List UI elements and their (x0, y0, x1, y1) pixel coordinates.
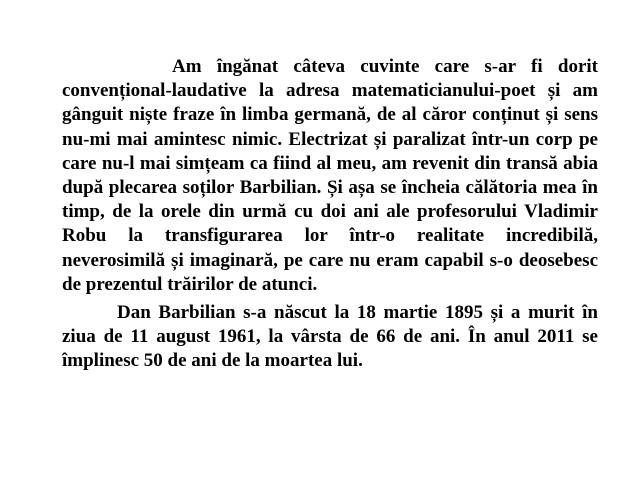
paragraph-memoir: Am îngănat câteva cuvinte care s-ar fi dorit convențional-laudative la adresa matematicianului-poet și am gânguit niște fraze în limba germană, de al căror conținut și sens nu-mi mai amintesc nimic. Electrizat și paralizat într-un corp pe care nu-l mai simțeam ca fiind al meu, am revenit din transă abia după plecarea soților Barbilian. Și așa se încheia călătoria mea în timp, de la orele din urmă cu doi ani ale profesorului Vladimir Robu la transfigurarea lor într-o realitate incredibilă, neverosimilă și imaginară, pe care nu eram capabil s-o deosebesc de prezentul trăirilor de atunci. (62, 56, 598, 295)
paragraph-biography: Dan Barbilian s-a născut la 18 martie 1895 și a murit în ziua de 11 august 1961, la vârsta de 66 de ani. În anul 2011 se împlinesc 50 de ani de la moartea lui. (62, 302, 598, 372)
